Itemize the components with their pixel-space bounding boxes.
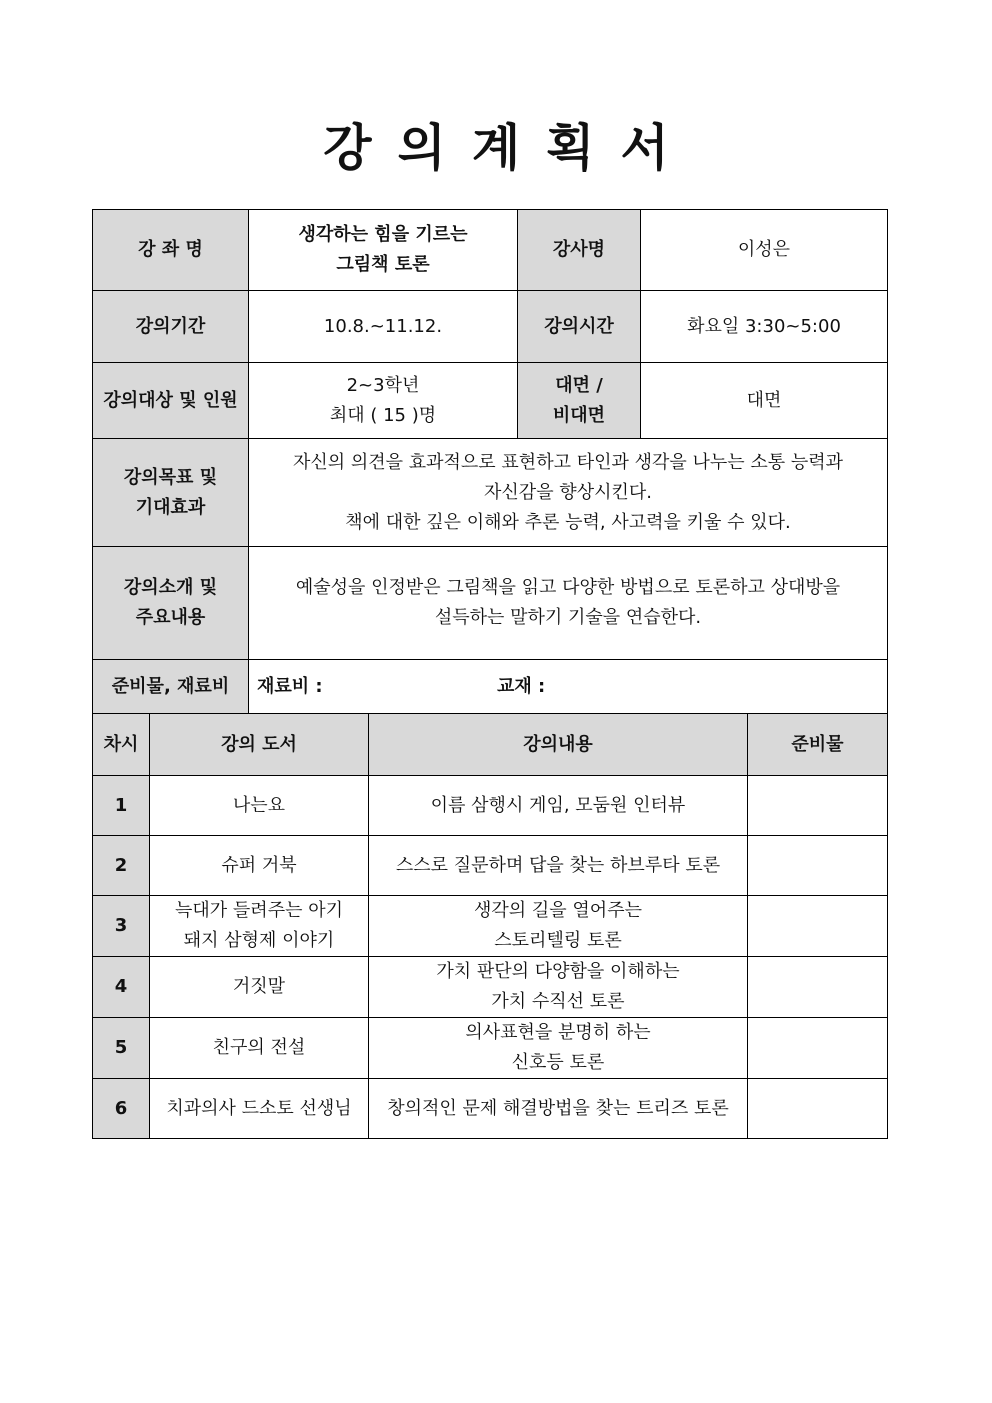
header-session: 차시 xyxy=(93,714,150,776)
goal-value: 자신의 의견을 효과적으로 표현하고 타인과 생각을 나누는 소통 능력과 자신감을 향상시킨다. 책에 대한 깊은 이해와 추론 능력, 사고력을 키울 수 있다. xyxy=(249,439,888,547)
table-row xyxy=(93,957,888,1018)
mode-value: 대면 xyxy=(641,363,888,439)
header-content: 강의내용 xyxy=(369,714,748,776)
time-label: 강의시간 xyxy=(518,291,641,363)
session-number: 4 xyxy=(93,957,150,1018)
session-number: 2 xyxy=(93,836,150,896)
time-value: 화요일 3:30~5:00 xyxy=(641,291,888,363)
table-row xyxy=(93,836,888,896)
course-name-value: 생각하는 힘을 기르는 그림책 토론 xyxy=(249,210,518,291)
course-info-table xyxy=(92,209,888,714)
goal-label: 강의목표 및 기대효과 xyxy=(93,439,249,547)
session-number: 3 xyxy=(93,896,150,957)
book-title: 나는요 xyxy=(150,776,369,836)
intro-label: 강의소개 및 주요내용 xyxy=(93,547,249,660)
session-number: 6 xyxy=(93,1079,150,1139)
course-name-label: 강 좌 명 xyxy=(93,210,249,291)
instructor-label: 강사명 xyxy=(518,210,641,291)
header-book: 강의 도서 xyxy=(150,714,369,776)
lesson-content: 이름 삼행시 게임, 모둠원 인터뷰 xyxy=(369,776,748,836)
session-number: 5 xyxy=(93,1018,150,1079)
schedule-table xyxy=(92,713,888,1139)
lesson-content: 창의적인 문제 해결방법을 찾는 트리즈 토론 xyxy=(369,1079,748,1139)
prep-cell xyxy=(748,957,888,1018)
table-row xyxy=(93,896,888,957)
prep-cell xyxy=(748,776,888,836)
header-prep: 준비물 xyxy=(748,714,888,776)
materials-label: 준비물, 재료비 xyxy=(93,660,249,714)
instructor-value: 이성은 xyxy=(641,210,888,291)
table-row xyxy=(93,1079,888,1139)
session-number: 1 xyxy=(93,776,150,836)
lesson-content: 의사표현을 분명히 하는 신호등 토론 xyxy=(369,1018,748,1079)
book-title: 치과의사 드소토 선생님 xyxy=(150,1079,369,1139)
target-label: 강의대상 및 인원 xyxy=(93,363,249,439)
page-title: 강의계획서 xyxy=(323,119,695,177)
lesson-content: 스스로 질문하며 답을 찾는 하브루타 토론 xyxy=(369,836,748,896)
prep-cell xyxy=(748,896,888,957)
period-value: 10.8.~11.12. xyxy=(249,291,518,363)
book-title: 친구의 전설 xyxy=(150,1018,369,1079)
textbook-label: 교재 : xyxy=(497,675,546,697)
prep-cell xyxy=(748,1018,888,1079)
prep-cell xyxy=(748,836,888,896)
book-title: 거짓말 xyxy=(150,957,369,1018)
book-title: 늑대가 들려주는 아기 돼지 삼형제 이야기 xyxy=(150,896,369,957)
intro-value: 예술성을 인정받은 그림책을 읽고 다양한 방법으로 토론하고 상대방을 설득하는 말하기 기술을 연습한다. xyxy=(249,547,888,660)
period-label: 강의기간 xyxy=(93,291,249,363)
book-title: 슈퍼 거북 xyxy=(150,836,369,896)
target-value: 2~3학년 최대 ( 15 )명 xyxy=(249,363,518,439)
lesson-content: 생각의 길을 열어주는 스토리텔링 토론 xyxy=(369,896,748,957)
mode-label: 대면 / 비대면 xyxy=(518,363,641,439)
table-row xyxy=(93,1018,888,1079)
fee-label: 재료비 : xyxy=(257,675,323,697)
materials-value xyxy=(249,660,888,714)
lesson-content: 가치 판단의 다양함을 이해하는 가치 수직선 토론 xyxy=(369,957,748,1018)
prep-cell xyxy=(748,1079,888,1139)
table-row xyxy=(93,776,888,836)
